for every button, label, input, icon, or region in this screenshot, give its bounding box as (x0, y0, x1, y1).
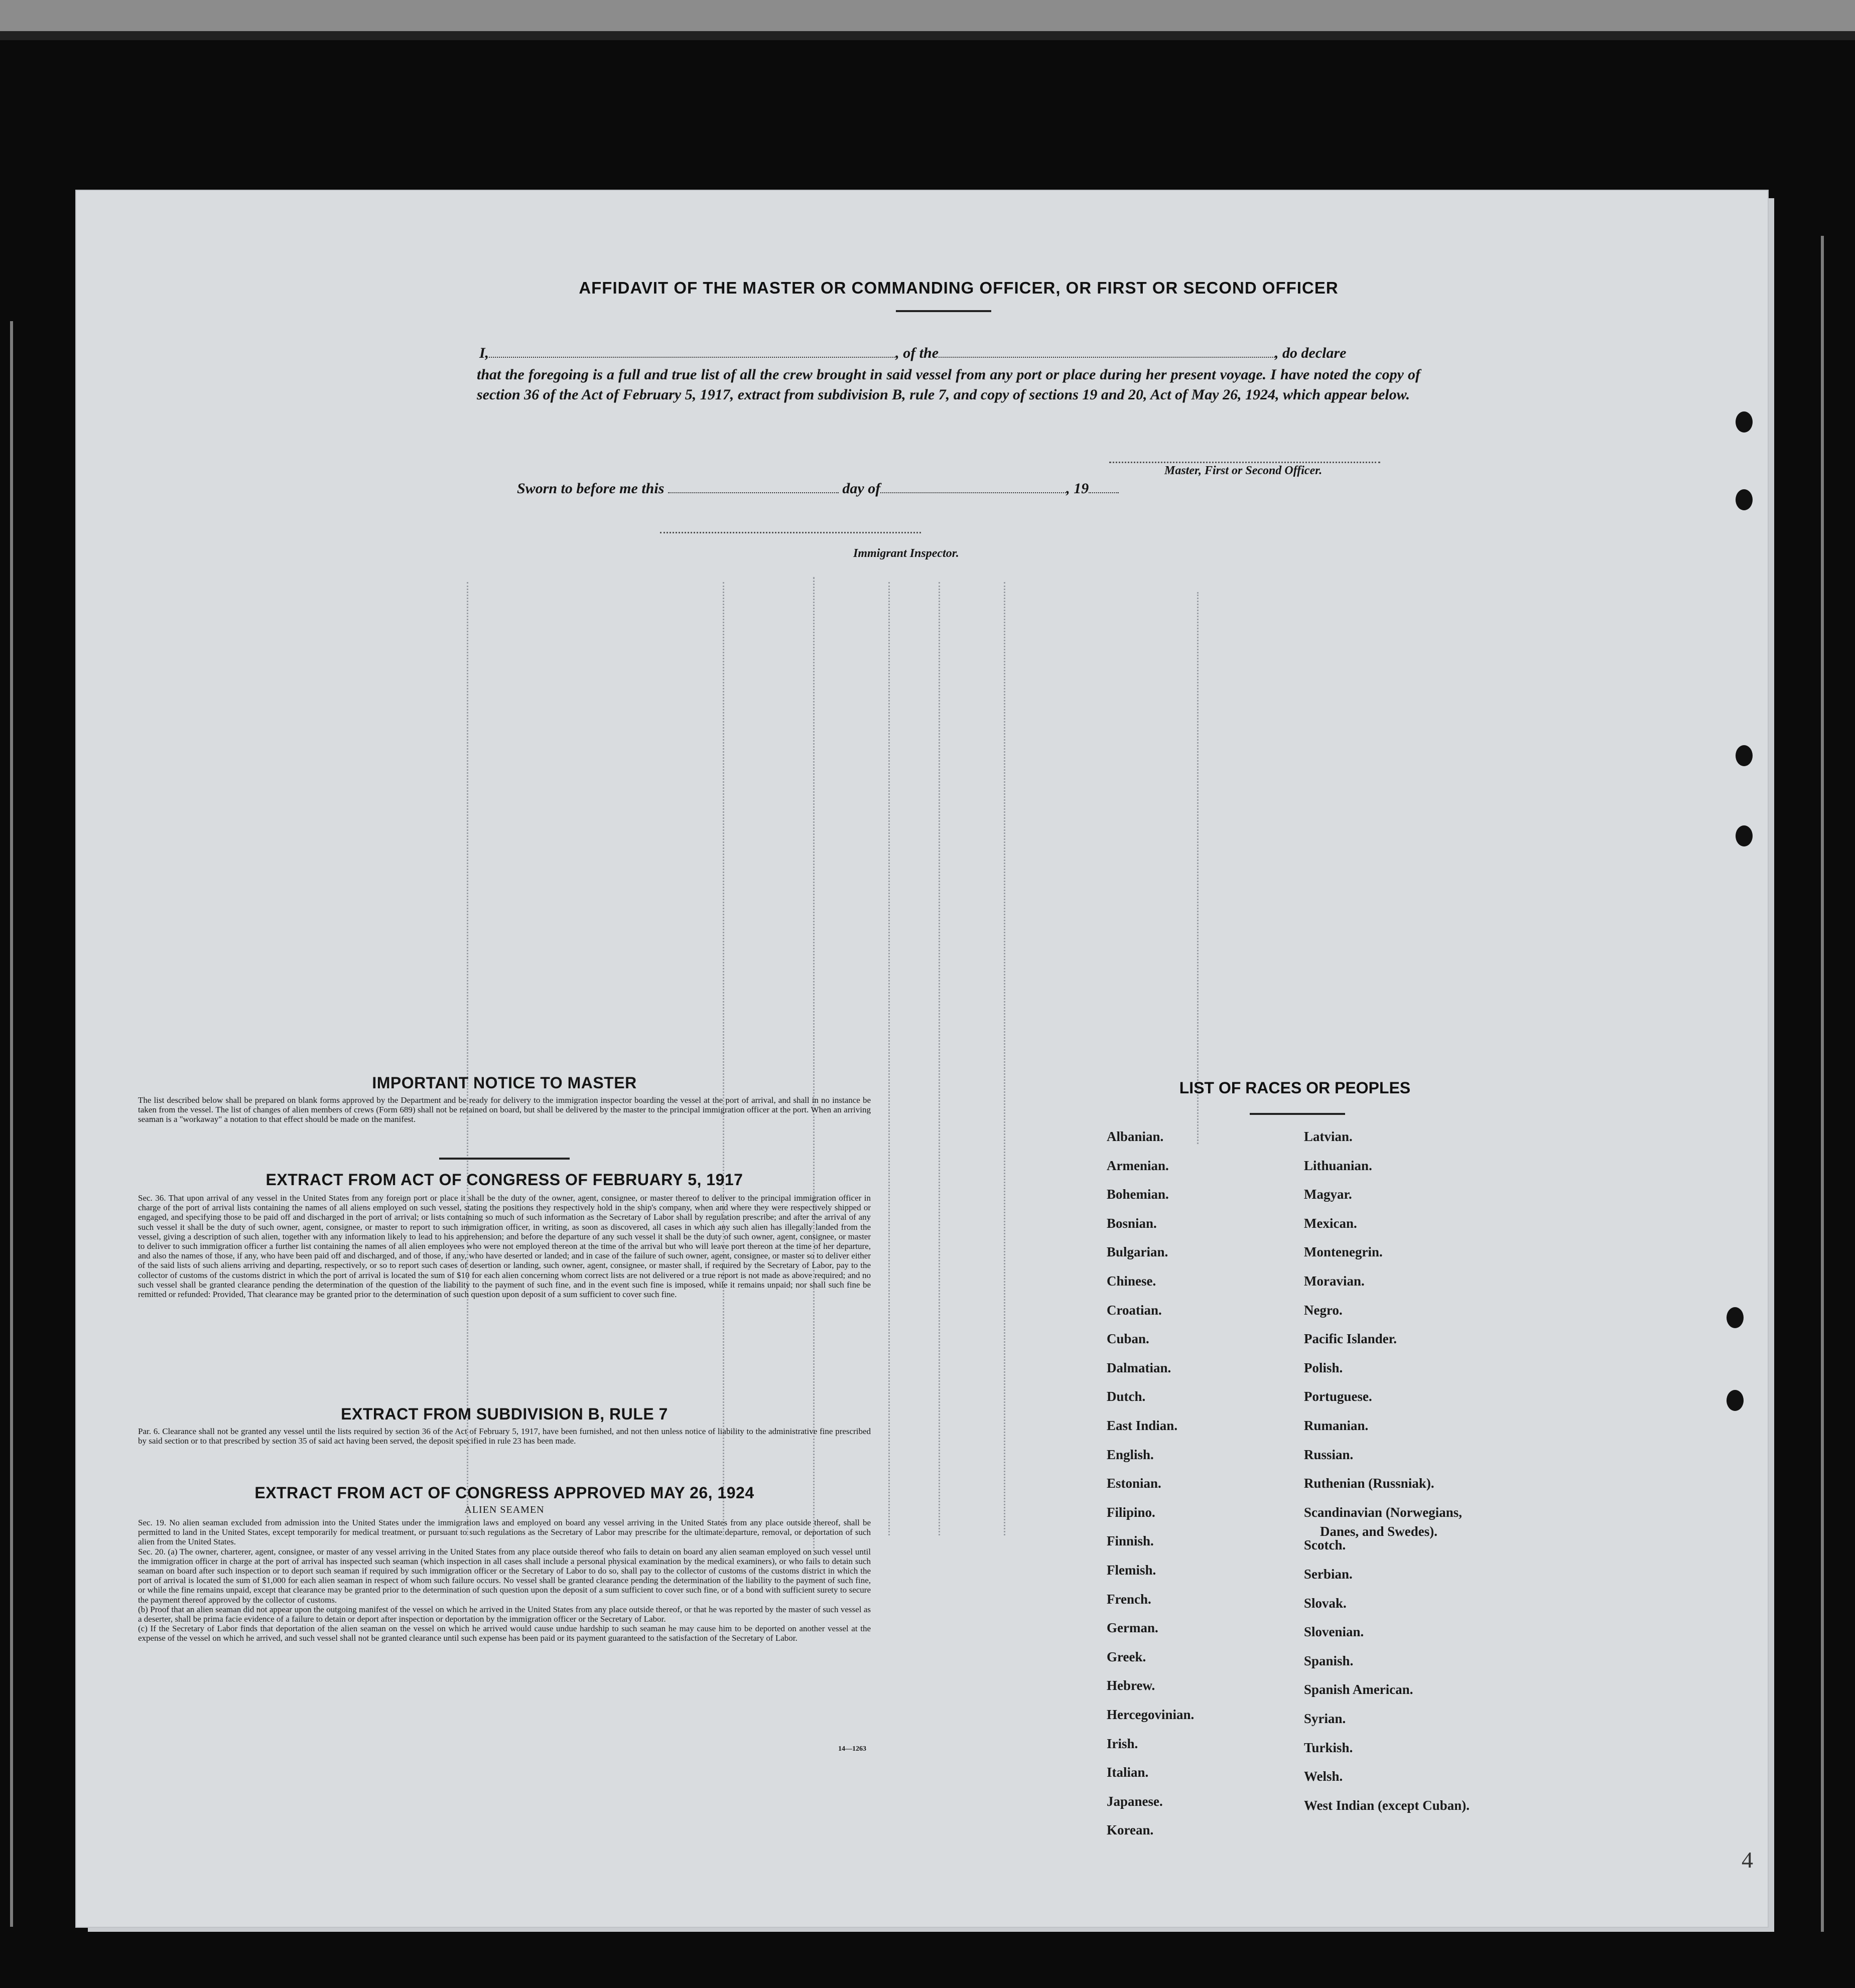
race-item: Cuban. (1107, 1331, 1149, 1347)
race-item: Bulgarian. (1107, 1244, 1168, 1260)
race-item: Danes, and Swedes). (1320, 1523, 1438, 1539)
race-item: Estonian. (1107, 1476, 1161, 1491)
punch-hole (1727, 1390, 1744, 1411)
race-item: Ruthenian (Russniak). (1304, 1476, 1434, 1491)
alien-seamen-subtitle: ALIEN SEAMEN (464, 1504, 545, 1515)
affidavit-text: that the foregoing is a full and true list of all the crew brought in said vessel from any port or place during her present voyage. I have noted the copy of section 36 of the Act of February 5, 1917, extract from subdivision B, rule 7, and copy of sections 19 and 20, Act of May 26, 1924, which appear below. (477, 366, 1420, 403)
film-edge-right (1821, 236, 1824, 1932)
title-rule (896, 310, 991, 312)
race-item: Slovenian. (1304, 1624, 1364, 1640)
race-item: Dalmatian. (1107, 1360, 1171, 1375)
document-page (76, 191, 1768, 1927)
section-20b-text: (b) Proof that an alien seaman did not appear upon the outgoing manifest of the vessel on which he arrived in the United States from any place outside thereof, or that he was reported by the master of such vessel as a deserter, shall be prima facie evidence of a failure to detain or deport after inspection or deportation by the immigration officer or the Secretary of Labor. (138, 1604, 871, 1624)
race-item: Pacific Islander. (1304, 1331, 1397, 1347)
extract-1917-title: EXTRACT FROM ACT OF CONGRESS OF FEBRUARY 5, 1917 (266, 1171, 743, 1189)
race-item: Bosnian. (1107, 1215, 1157, 1231)
race-item: Moravian. (1304, 1273, 1365, 1289)
race-item: German. (1107, 1620, 1158, 1636)
race-item: Dutch. (1107, 1389, 1146, 1404)
race-item: Slovak. (1304, 1595, 1347, 1611)
race-item: English. (1107, 1447, 1154, 1462)
punch-hole (1727, 1307, 1744, 1328)
race-item: Armenian. (1107, 1158, 1169, 1173)
race-item: Irish. (1107, 1736, 1138, 1751)
race-item: Negro. (1304, 1302, 1343, 1318)
bleed-through-rule (939, 582, 940, 1535)
section-20a-text: Sec. 20. (a) The owner, charterer, agent, consignee, or master of any vessel arriving in the United States from any place outside thereof who fails to detain on board any alien seaman employed on such vessel until the immigration officer in charge at the port of arrival has inspected such seaman (which inspection in all cases shall include a personal physical examination by the medical examiners), or who fails to detain such seaman on board after such inspection or to deport such seaman if required by such immigration officer or the Secretary of Labor to do so, shall pay to the collector of customs of the customs district in which the port of arrival is located the sum of $1,000 for each alien seaman in respect of whom such failure occurs. No vessel shall be granted clearance pending the determination of the liability to the payment of such fine, or while the fine remains unpaid, except that clearance may be granted prior to the determination of such question upon the deposit of a sum sufficient to cover such fine, or of a bond with sufficient surety to secure the payment thereof approved by the collector of customs. (138, 1546, 871, 1605)
races-rule (1250, 1113, 1345, 1115)
race-item: Latvian. (1304, 1129, 1353, 1144)
race-item: Polish. (1304, 1360, 1343, 1375)
declaration-end: , do declare (1275, 345, 1347, 361)
races-title: LIST OF RACES OR PEOPLES (1179, 1079, 1411, 1097)
sworn-year-blank[interactable] (1089, 479, 1119, 493)
sworn-start: Sworn to before me this (517, 480, 665, 497)
declaration-line (479, 344, 1346, 362)
bleed-through-rule (888, 582, 890, 1535)
extract-rule7-title: EXTRACT FROM SUBDIVISION B, RULE 7 (341, 1405, 668, 1423)
race-item: Scotch. (1304, 1537, 1346, 1553)
race-item: Lithuanian. (1304, 1158, 1372, 1173)
notice-title: IMPORTANT NOTICE TO MASTER (372, 1074, 637, 1092)
punch-hole (1736, 825, 1753, 846)
race-item: Hercegovinian. (1107, 1707, 1195, 1722)
extract-rule7-text: Par. 6. Clearance shall not be granted any vessel until the lists required by section 36 of the Act of February 5, 1917, have been furnished, and not then unless notice of liability to the administrative fine prescribed by said section or to that prescribed by section 35 of said act having been served, the deposit specified in rule 23 has been made. (138, 1427, 871, 1446)
punch-hole (1736, 745, 1753, 766)
microfilm-top-shadow (0, 31, 1855, 40)
race-item: Welsh. (1304, 1769, 1343, 1784)
inspector-signature-line[interactable] (660, 532, 921, 533)
race-item: Korean. (1107, 1822, 1154, 1838)
sworn-line (517, 479, 1119, 497)
section-rule (439, 1158, 570, 1160)
race-item: Italian. (1107, 1765, 1149, 1780)
vessel-blank[interactable] (939, 344, 1275, 358)
bleed-through-rule (1004, 582, 1005, 1535)
master-caption: Master, First or Second Officer. (1164, 464, 1322, 477)
form-number: 14—1263 (838, 1745, 866, 1753)
race-item: Syrian. (1304, 1711, 1346, 1726)
sworn-mid: day of (842, 480, 881, 497)
declaration-mid: , of the (895, 345, 939, 361)
race-item: Japanese. (1107, 1793, 1163, 1809)
race-item: Filipino. (1107, 1504, 1155, 1520)
extract-rule7-section (138, 1405, 871, 1446)
race-item: Finnish. (1107, 1533, 1154, 1549)
extract-1917-section (138, 1171, 871, 1299)
race-item: Magyar. (1304, 1187, 1352, 1202)
race-item: Albanian. (1107, 1129, 1164, 1144)
extract-1924-section (138, 1484, 871, 1643)
extract-1924-title: EXTRACT FROM ACT OF CONGRESS APPROVED MAY 26, 1924 (254, 1484, 754, 1502)
race-item: Scandinavian (Norwegians, (1304, 1504, 1463, 1520)
bleed-through-rule (467, 582, 468, 1535)
bleed-through-rule (1197, 592, 1199, 1144)
race-item: Rumanian. (1304, 1418, 1369, 1433)
race-item: East Indian. (1107, 1418, 1178, 1433)
microfilm-top-border (0, 0, 1855, 31)
notice-section (138, 1074, 871, 1124)
race-item: Chinese. (1107, 1273, 1156, 1289)
affidavit-title: AFFIDAVIT OF THE MASTER OR COMMANDING OFFICER, OR FIRST OR SECOND OFFICER (579, 278, 1339, 297)
race-item: Serbian. (1304, 1567, 1353, 1582)
section-20c-text: (c) If the Secretary of Labor finds that deportation of the alien seaman on the vessel on which he arrived would cause undue hardship to such seaman he may cause him to be deported on another vessel at the expense of the vessel on which he arrived, and such vessel shall not be granted clearance until such expense has been paid or its payment guaranteed to the satisfaction of the Secretary of Labor. (138, 1624, 871, 1643)
extract-1917-text: Sec. 36. That upon arrival of any vessel in the United States from any foreign port or place it shall be the duty of the owner, agent, consignee, or master thereof to deliver to the principal immigration officer in charge of the port of arrival lists containing the names of all aliens employed on such vessel, stating the positions they respectively hold in the ship's company, when and where they were respectively shipped or engaged, and specifying those to be paid off and discharged in the port of arrival; or lists containing so much of such information as the Secretary of Labor shall by regulation prescribe; and after the arrival of any such vessel it shall be the duty of such owner, agent, consignee, or master to report to such immigration officer, in writing, as soon as discovered, all cases in which any such alien has illegally landed from the vessel, giving a description of such alien, together with any information likely to lead to his apprehension; and before the departure of any such vessel it shall be the duty of such owner, agent, consignee, or master to deliver to such immigration officer a further list containing the names of all alien employees who were not employed thereon at the time of the arrival but who will leave port thereon at the time of her departure, and also the names of those, if any, who have been paid off and discharged, and of those, if any, who have deserted or landed; and in case of the failure of such owner, agent, consignee, or master so to deliver either of the said lists of such aliens arriving and departing, respectively, or so to report such cases of desertion or landing, such owner, agent, consignee, or master shall, if required by the Secretary of Labor, pay to the collector of customs of the customs district in which the port of arrival is located the sum of $10 for each alien concerning whom correct lists are not delivered or a true report is not made as above required; and no such vessel shall be granted clearance pending the determination of the question of the liability to the payment of such fine, and in the event such fine is imposed, while it remains unpaid; nor shall such fine be remitted or refunded: Provided, That clearance may be granted prior to the determination of such question upon deposit of a sum sufficient to cover such fine. (138, 1193, 871, 1300)
punch-hole (1736, 411, 1753, 433)
race-item: Turkish. (1304, 1740, 1353, 1755)
inspector-caption: Immigrant Inspector. (853, 547, 959, 560)
race-item: Croatian. (1107, 1302, 1162, 1318)
sworn-day-blank[interactable] (668, 479, 839, 493)
race-item: French. (1107, 1591, 1151, 1607)
race-item: Spanish American. (1304, 1682, 1413, 1697)
race-item: Spanish. (1304, 1653, 1354, 1668)
race-item: Mexican. (1304, 1215, 1357, 1231)
race-item: Hebrew. (1107, 1678, 1155, 1693)
bleed-through-rule (723, 582, 724, 1535)
race-item: West Indian (except Cuban). (1304, 1797, 1470, 1813)
race-item: Russian. (1304, 1447, 1354, 1462)
race-item: Flemish. (1107, 1563, 1156, 1578)
declaration-start: I, (479, 345, 489, 361)
sworn-month-blank[interactable] (880, 479, 1066, 493)
race-item: Montenegrin. (1304, 1244, 1383, 1260)
section-19-text: Sec. 19. No alien seaman excluded from admission into the United States under the immigration laws and employed on board any vessel arriving in the United States from any place outside thereof, shall be permitted to land in the United States, except temporarily for medical treatment, or pursuant to such regulations as the Secretary of Labor may prescribe for the ultimate departure, removal, or deportation of such alien from the United States. (138, 1518, 871, 1547)
sworn-year: , 19 (1066, 480, 1089, 497)
race-item: Portuguese. (1304, 1389, 1372, 1404)
name-blank[interactable] (489, 344, 895, 358)
race-item: Bohemian. (1107, 1187, 1169, 1202)
punch-hole (1736, 489, 1753, 510)
handwritten-mark: 4 (1742, 1847, 1753, 1873)
race-item: Greek. (1107, 1649, 1146, 1664)
notice-text: The list described below shall be prepared on blank forms approved by the Department and be ready for delivery to the immigration inspector boarding the vessel at the port of arrival, and shall in no instance be taken from the vessel. The list of changes of alien members of crews (Form 689) shall not be retained on board, but shall be delivered by the master to the principal immigration officer at the port. When an arriving seaman is a "workaway" a notation to that effect should be made on the manifest. (138, 1095, 871, 1124)
master-signature-line[interactable] (1109, 462, 1380, 463)
film-edge-left (10, 321, 13, 1927)
